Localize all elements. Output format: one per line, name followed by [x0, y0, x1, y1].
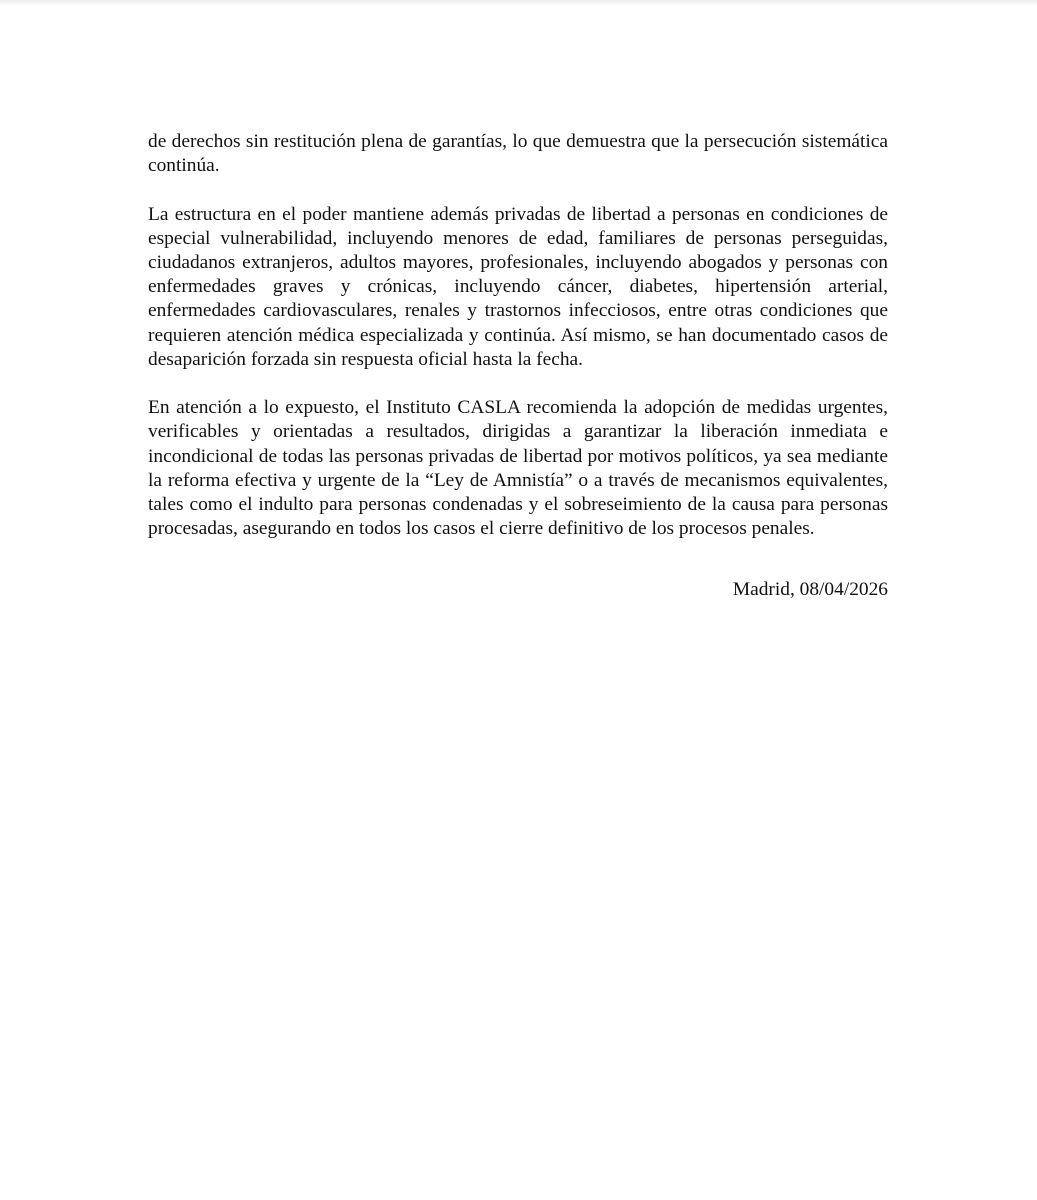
document-body [148, 130, 888, 602]
page-top-edge [0, 0, 1037, 6]
paragraph-vulnerable-detainees: La estructura en el poder mantiene además privadas de libertad a personas en condiciones de especial vulnerabilidad, incluyendo menores de edad, familiares de personas perseguidas, ciudadanos extranjeros, adultos mayores, profesionales, incluyendo abogados y personas con enfermedades graves y crónicas, incluyendo cáncer, diabetes, hipertensión arterial, enfermedades cardiovasculares, renales y trastornos infecciosos, entre otras condiciones que requieren atención médica especializada y continúa. Así mismo, se han documentado casos de desaparición forzada sin respuesta oficial hasta la fecha. [148, 203, 888, 370]
paragraph-continuation: de derechos sin restitución plena de garantías, lo que demuestra que la persecución sistemática continúa. [148, 131, 888, 177]
place-and-date: Madrid, 08/04/2026 [732, 578, 888, 600]
paragraph-recommendation: En atención a lo expuesto, el Instituto CASLA recomienda la adopción de medidas urgentes, verificables y orientadas a resultados, dirigidas a garantizar la liberación inmediata e incondicional de todas las personas privadas de libertad por motivos políticos, ya sea mediante la reforma efectiva y urgente de la “Ley de Amnistía” o a través de mecanismos equivalentes, tales como el indulto para personas condenadas y el sobreseimiento de la causa para personas procesadas, asegurando en todos los casos el cierre definitivo de los procesos penales. [148, 397, 888, 540]
